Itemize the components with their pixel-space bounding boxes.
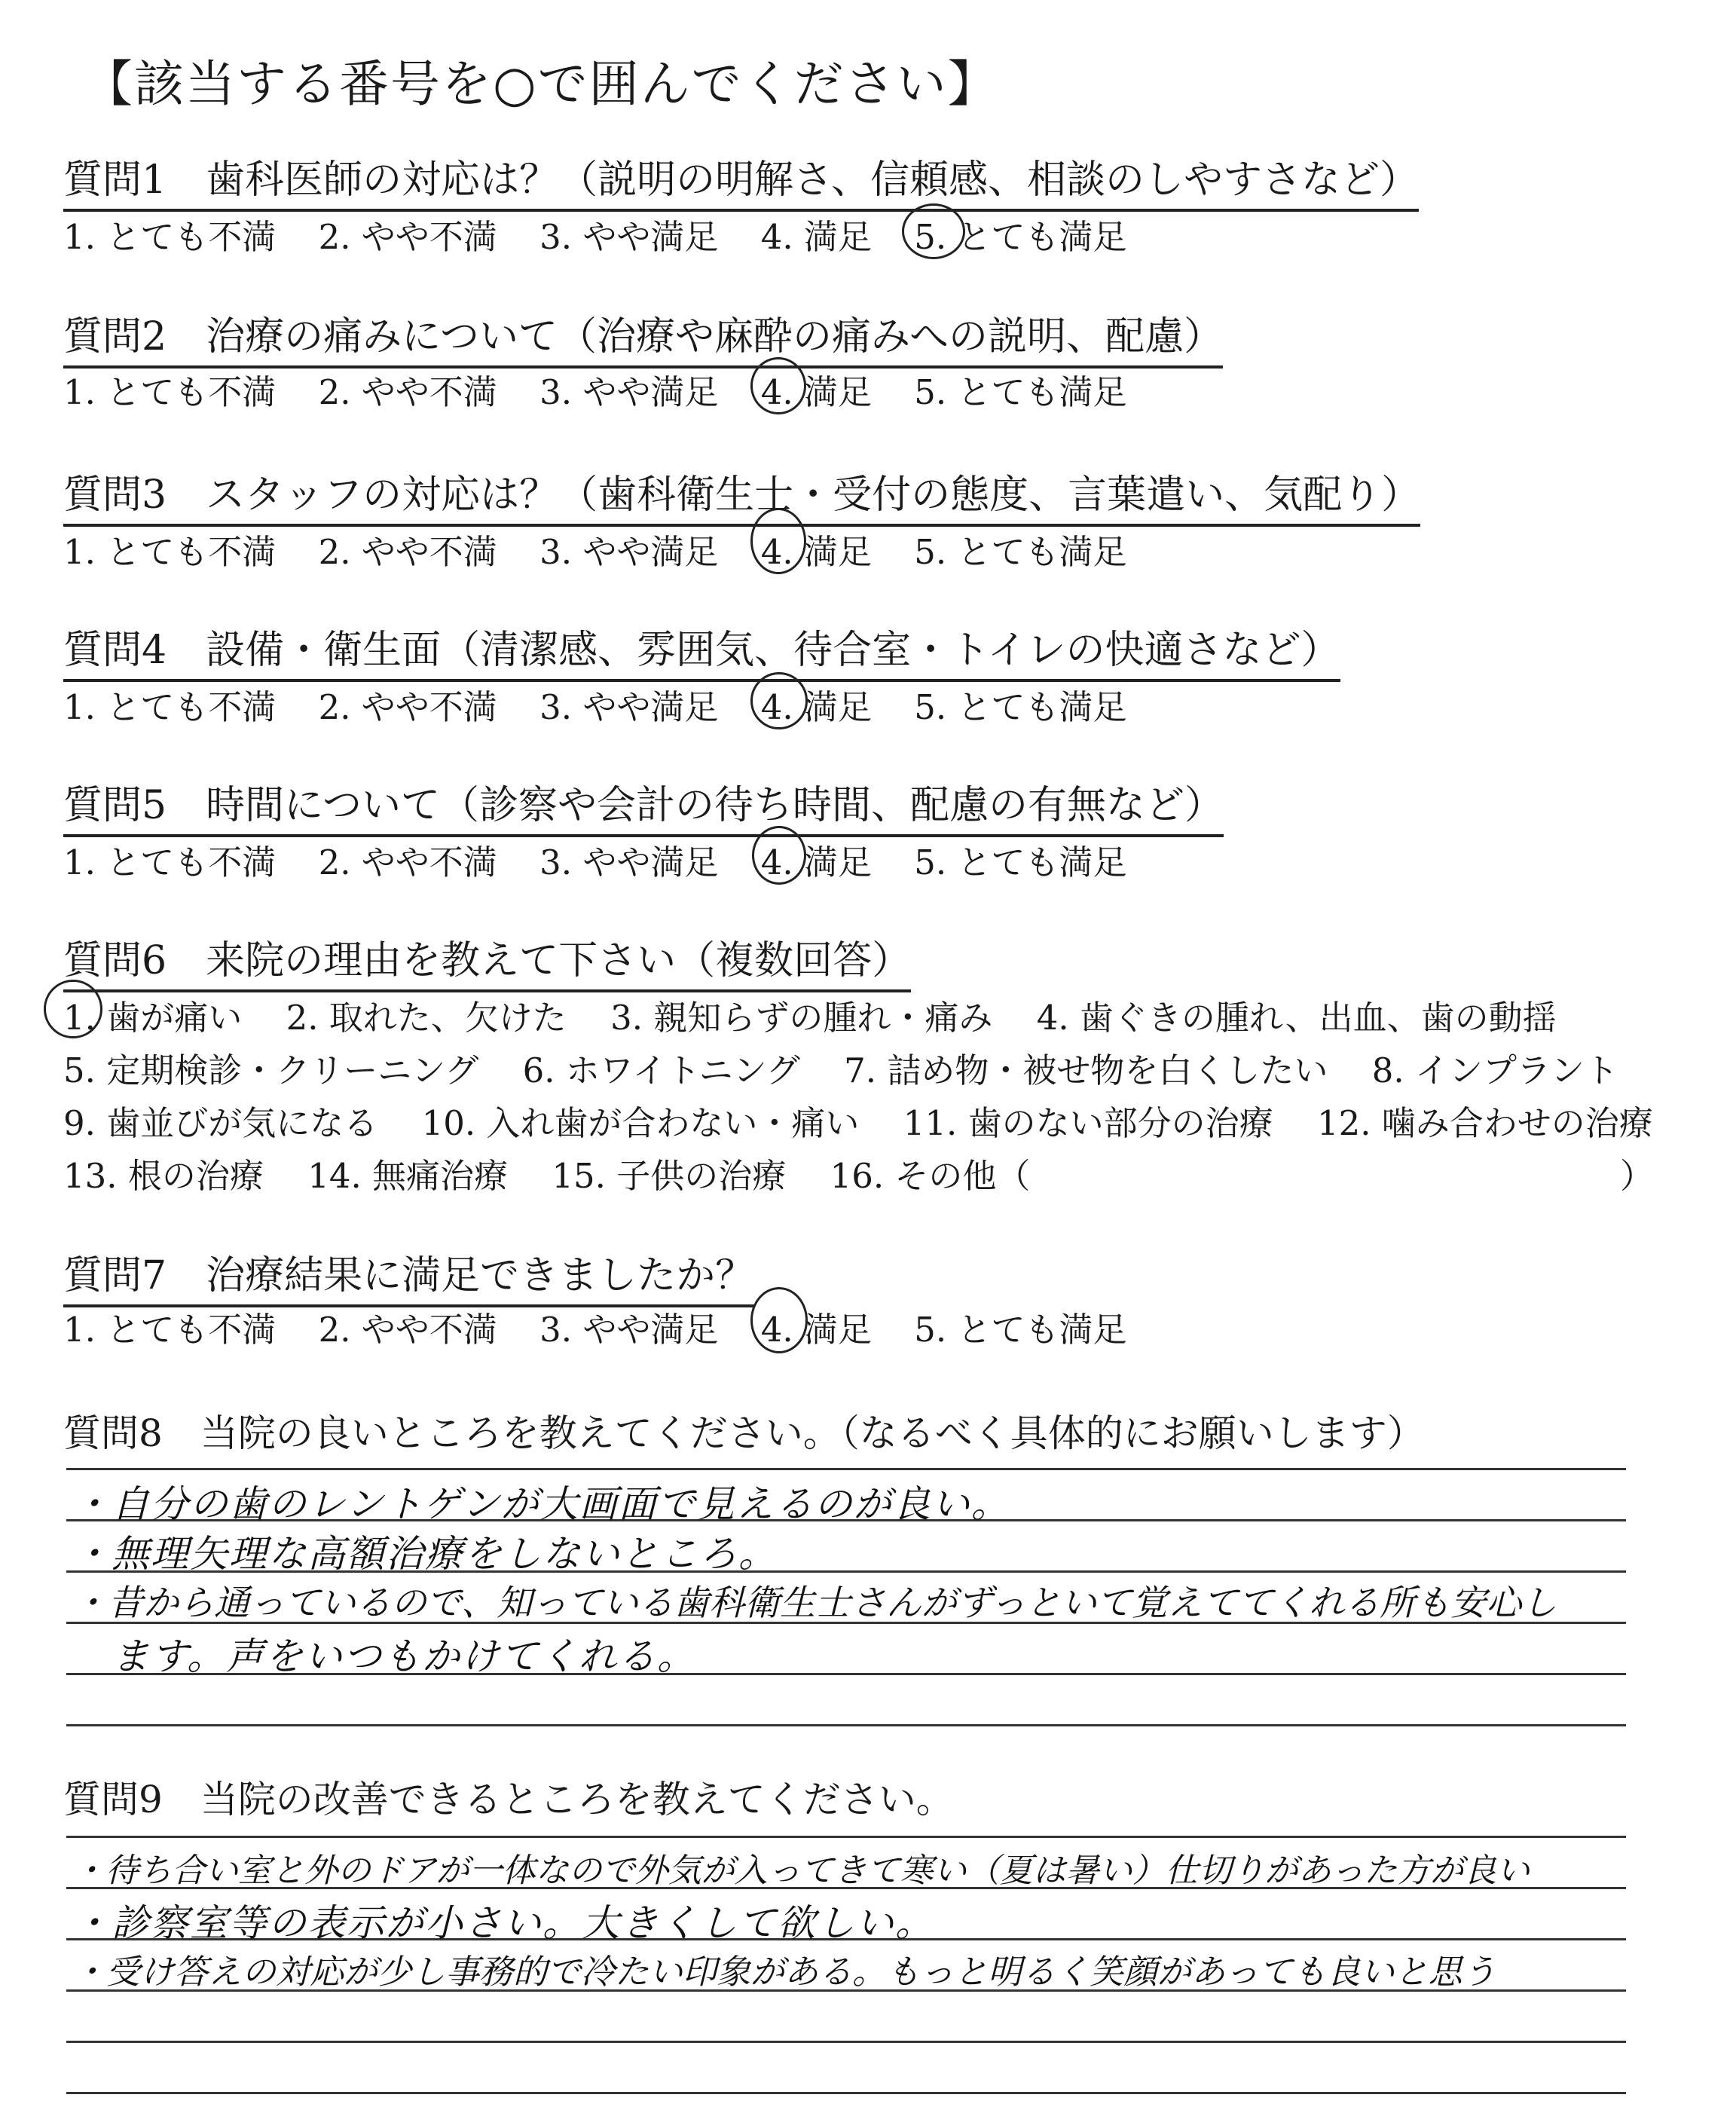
q2-option-5[interactable]: 5. とても満足 bbox=[914, 372, 1127, 412]
q2-selection-circle bbox=[750, 357, 806, 414]
reason-11[interactable]: 11. 歯のない部分の治療 bbox=[903, 1103, 1273, 1143]
q1-option-3[interactable]: 3. やや満足 bbox=[539, 217, 719, 257]
q8-rule-1 bbox=[66, 1468, 1626, 1470]
reason-15[interactable]: 15. 子供の治療 bbox=[552, 1156, 787, 1196]
question-8-label: 質問8 当院の良いところを教えてください。（なるべく具体的にお願いします） bbox=[63, 1411, 1425, 1455]
q8-answer-4: ます。声をいつもかけてくれる。 bbox=[72, 1634, 696, 1678]
q8-answer-3: ・昔から通っているので、知っている歯科衛生士さんがずっといて覚えててくれる所も安心し bbox=[72, 1582, 1557, 1624]
question-4-label: 質問4 設備・衛生面（清潔感、雰囲気、待合室・トイレの快適さなど） bbox=[63, 618, 1340, 682]
reason-1-selection-circle bbox=[44, 980, 102, 1038]
reason-16-close-paren: ） bbox=[1620, 1156, 1655, 1196]
reason-9[interactable]: 9. 歯並びが気になる bbox=[63, 1103, 378, 1143]
question-7-label: 質問7 治療結果に満足できましたか？ bbox=[63, 1243, 754, 1307]
q9-answer-3: ・受け答えの対応が少し事務的で冷たい印象がある。もっと明るく笑顔があっても良いと思う bbox=[72, 1952, 1496, 1992]
q1-option-1[interactable]: 1. とても不満 bbox=[63, 217, 277, 257]
question-4-options bbox=[63, 680, 1127, 729]
q9-answer-2: ・診察室等の表示が小さい。大きくして欲しい。 bbox=[72, 1901, 934, 1945]
reason-14[interactable]: 14. 無痛治療 bbox=[307, 1156, 509, 1196]
q3-option-4[interactable]: 4. 満足 bbox=[761, 524, 872, 573]
question-6-label: 質問6 来院の理由を教えて下さい（複数回答） bbox=[63, 928, 911, 992]
q2-option-4[interactable]: 4. 満足 bbox=[761, 365, 872, 414]
question-2-options bbox=[63, 365, 1127, 414]
reason-16[interactable]: 16. その他（ bbox=[830, 1156, 1031, 1196]
reason-2[interactable]: 2. 取れた、欠けた bbox=[286, 998, 567, 1038]
q9-rule-6 bbox=[66, 2092, 1626, 2094]
reason-6[interactable]: 6. ホワイトニング bbox=[522, 1050, 800, 1090]
q1-selection-circle bbox=[902, 203, 965, 259]
q7-option-5[interactable]: 5. とても満足 bbox=[914, 1310, 1127, 1350]
reason-3[interactable]: 3. 親知らずの腫れ・痛み bbox=[610, 998, 993, 1038]
q5-option-2[interactable]: 2. やや不満 bbox=[318, 842, 497, 882]
q5-option-3[interactable]: 3. やや満足 bbox=[539, 842, 719, 882]
page-title: 【該当する番号を○で囲んでください】 bbox=[83, 55, 999, 113]
q4-option-4[interactable]: 4. 満足 bbox=[761, 680, 872, 729]
reason-4[interactable]: 4. 歯ぐきの腫れ、出血、歯の動揺 bbox=[1036, 998, 1557, 1038]
reason-row-3 bbox=[63, 1096, 1686, 1145]
q7-option-3[interactable]: 3. やや満足 bbox=[539, 1310, 719, 1350]
reason-row-1 bbox=[63, 990, 1590, 1039]
q4-option-1[interactable]: 1. とても不満 bbox=[63, 687, 277, 727]
q9-rule-1 bbox=[66, 1836, 1626, 1838]
reason-row-2 bbox=[63, 1043, 1652, 1092]
q3-option-1[interactable]: 1. とても不満 bbox=[63, 532, 277, 572]
reason-12[interactable]: 12. 噛み合わせの治療 bbox=[1316, 1103, 1653, 1143]
q3-option-5[interactable]: 5. とても満足 bbox=[914, 532, 1127, 572]
reason-1[interactable]: 1. 歯が痛い bbox=[63, 990, 242, 1039]
q5-option-1[interactable]: 1. とても不満 bbox=[63, 842, 277, 882]
question-1-options bbox=[63, 209, 1127, 258]
q3-selection-circle bbox=[750, 508, 806, 574]
q1-option-5[interactable]: 5. とても満足 bbox=[914, 209, 1126, 258]
q8-rule-6 bbox=[66, 1724, 1626, 1726]
q4-option-5[interactable]: 5. とても満足 bbox=[914, 687, 1127, 727]
q4-option-3[interactable]: 3. やや満足 bbox=[539, 687, 719, 727]
q7-selection-circle bbox=[750, 1287, 808, 1353]
question-7-options bbox=[63, 1302, 1127, 1351]
q5-option-5[interactable]: 5. とても満足 bbox=[914, 842, 1127, 882]
q7-option-1[interactable]: 1. とても不満 bbox=[63, 1310, 277, 1350]
reason-7[interactable]: 7. 詰め物・被せ物を白くしたい bbox=[844, 1050, 1328, 1090]
q3-option-3[interactable]: 3. やや満足 bbox=[539, 532, 719, 572]
q7-option-2[interactable]: 2. やや不満 bbox=[318, 1310, 497, 1350]
reason-10[interactable]: 10. 入れ歯が合わない・痛い bbox=[421, 1103, 860, 1143]
reason-13[interactable]: 13. 根の治療 bbox=[63, 1156, 264, 1196]
q1-option-4[interactable]: 4. 満足 bbox=[760, 217, 872, 257]
q5-selection-circle bbox=[752, 826, 806, 885]
question-5-label: 質問5 時間について（診察や会計の待ち時間、配慮の有無など） bbox=[63, 773, 1224, 837]
question-1-label: 質問1 歯科医師の対応は？（説明の明解さ、信頼感、相談のしやすさなど） bbox=[63, 148, 1419, 212]
question-2-label: 質問2 治療の痛みについて（治療や麻酔の痛みへの説明、配慮） bbox=[63, 304, 1223, 368]
q8-answer-1: ・自分の歯のレントゲンが大画面で見えるのが良い。 bbox=[72, 1482, 1010, 1526]
q5-option-4[interactable]: 4. 満足 bbox=[761, 835, 872, 884]
q8-answer-2: ・無理矢理な高額治療をしないところ。 bbox=[72, 1532, 778, 1576]
question-9-label: 質問9 当院の改善できるところを教えてください。 bbox=[63, 1778, 954, 1821]
q2-option-3[interactable]: 3. やや満足 bbox=[539, 372, 719, 412]
q7-option-4[interactable]: 4. 満足 bbox=[761, 1302, 872, 1351]
q1-option-2[interactable]: 2. やや不満 bbox=[318, 217, 497, 257]
q4-selection-circle bbox=[750, 672, 808, 729]
reason-8[interactable]: 8. インプラント bbox=[1371, 1050, 1618, 1090]
q9-answer-1: ・待ち合い室と外のドアが一体なので外気が入ってきて寒い（夏は暑い）仕切りがあった方が良い bbox=[72, 1852, 1530, 1890]
question-3-label: 質問3 スタッフの対応は？（歯科衛生士・受付の態度、言葉遣い、気配り） bbox=[63, 463, 1420, 527]
question-5-options bbox=[63, 835, 1127, 884]
q3-option-2[interactable]: 2. やや不満 bbox=[318, 532, 497, 572]
reason-5[interactable]: 5. 定期検診・クリーニング bbox=[63, 1050, 479, 1090]
reason-row-4 bbox=[63, 1148, 1063, 1197]
question-3-options bbox=[63, 524, 1127, 573]
q2-option-1[interactable]: 1. とても不満 bbox=[63, 372, 277, 412]
q2-option-2[interactable]: 2. やや不満 bbox=[318, 372, 497, 412]
q4-option-2[interactable]: 2. やや不満 bbox=[318, 687, 497, 727]
q9-rule-5 bbox=[66, 2041, 1626, 2043]
